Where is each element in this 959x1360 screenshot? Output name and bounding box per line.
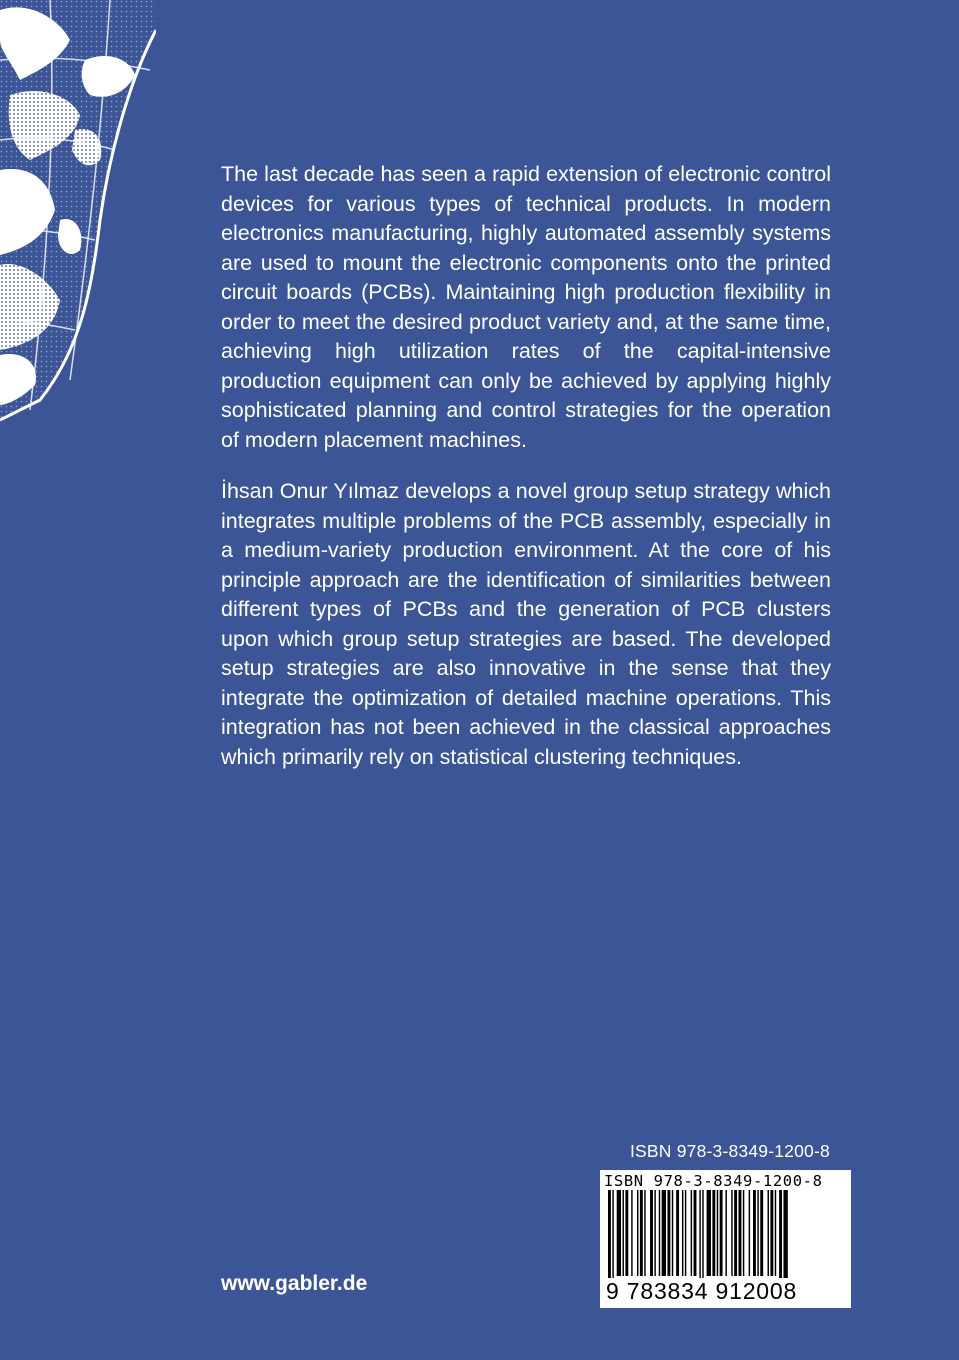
barcode-bar <box>659 1190 660 1276</box>
barcode-bar <box>712 1190 715 1276</box>
publisher-url[interactable]: www.gabler.de <box>221 1272 368 1295</box>
barcode-bar <box>770 1190 773 1276</box>
barcode-bar <box>731 1190 732 1276</box>
barcode-bar <box>644 1190 645 1276</box>
barcode-bar <box>720 1190 723 1276</box>
barcode-bar <box>672 1190 673 1276</box>
barcode-bar <box>667 1190 670 1276</box>
barcode-bar <box>662 1190 666 1276</box>
barcode-bar <box>707 1190 711 1276</box>
barcode-bar <box>631 1190 632 1276</box>
back-cover-blurb <box>221 160 831 794</box>
barcode-bar <box>654 1190 655 1276</box>
barcode-digits: 9 783834 912008 <box>606 1278 798 1304</box>
barcode-bar <box>753 1190 756 1276</box>
isbn-label: ISBN 978-3-8349-1200-8 <box>630 1141 830 1161</box>
isbn-barcode <box>600 1170 851 1308</box>
barcode-bar <box>623 1190 624 1276</box>
barcode-bar <box>640 1190 643 1276</box>
barcode-bar <box>625 1190 628 1276</box>
barcode-bars <box>608 1190 844 1288</box>
barcode-bar <box>676 1190 679 1276</box>
barcode-bar <box>779 1190 782 1288</box>
barcode-bar <box>749 1190 750 1276</box>
barcode-bar <box>760 1190 763 1276</box>
barcode-bar <box>783 1190 787 1288</box>
barcode-bar <box>694 1190 697 1276</box>
barcode-bar <box>691 1190 692 1276</box>
barcode-bar <box>617 1190 621 1276</box>
barcode-bar <box>757 1190 758 1276</box>
blurb-paragraph: The last decade has seen a rapid extension of electronic control devices for various types of technical products. In modern electronics manufacturing, highly automated assembly systems are used to mount the electronic components onto the printed circuit boards (PCBs). Maintaining high production flexibility in order to meet the desired product variety and, at the same time, achieving high utilization rates of the capital-intensive production equipment can only be achieved by applying highly sophisticated planning and control strategies for the operation of modern placement machines. <box>221 162 831 452</box>
barcode-bar <box>739 1190 742 1276</box>
globe-illustration <box>0 0 156 422</box>
barcode-bar <box>743 1190 744 1276</box>
globe-icon <box>0 0 156 422</box>
barcode-bar <box>682 1190 683 1276</box>
barcode-bar <box>734 1190 737 1276</box>
barcode-bar <box>650 1190 653 1276</box>
barcode-bar <box>768 1190 769 1276</box>
barcode-isbn-text: ISBN 978-3-8349-1200-8 <box>604 1172 823 1190</box>
barcode-bar <box>717 1190 718 1276</box>
blurb-paragraph: İhsan Onur Yılmaz develops a novel group setup strategy which integrates multiple problems of the PCB assembly, especially in a medium-variety production environment. At the core of his principle approach are the identification of similarities between different types of PCBs and the generation of PCB clusters upon which group setup strategies are based. The developed setup strategies are also innovative in the sense that they integrate the optimization of detailed machine operations. This integration has not been achieved in the classical approaches which primarily rely on statistical clustering techniques. <box>221 479 831 769</box>
barcode-bar <box>612 1190 613 1288</box>
barcode-bar <box>637 1190 638 1276</box>
barcode-bar <box>685 1190 686 1276</box>
barcode-bar <box>725 1190 726 1276</box>
barcode-bar <box>699 1190 700 1288</box>
barcode-bar <box>608 1190 611 1288</box>
barcode-bar <box>702 1190 703 1288</box>
barcode-bar <box>775 1190 776 1276</box>
